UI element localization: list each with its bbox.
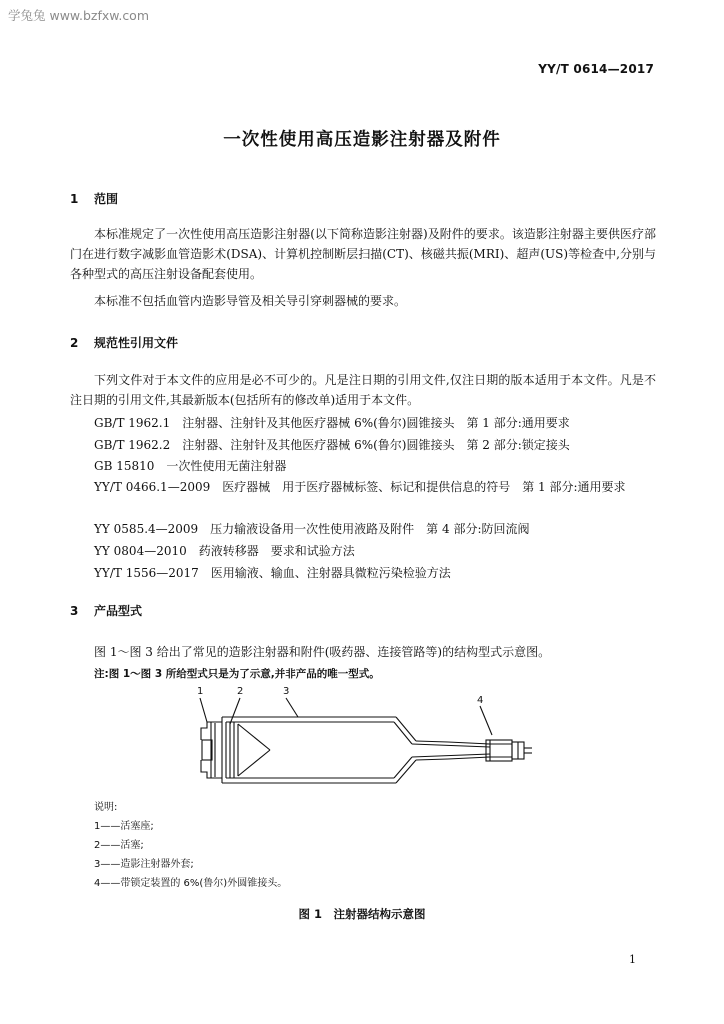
section-3-heading <box>70 602 142 619</box>
section-2-intro: 下列文件对于本文件的应用是必不可少的。凡是注日期的引用文件,仅注日期的版本适用于本文件。凡是不注日期的引用文件,其最新版本(包括所有的修改单)适用于本文件。 <box>70 373 656 407</box>
syringe-figure <box>190 686 540 786</box>
legend-item: 3——造影注射器外套; <box>94 859 194 870</box>
section-number: 3 <box>70 604 79 618</box>
legend-item: 1——活塞座; <box>94 821 154 832</box>
figure-label: 1 <box>197 686 204 697</box>
section-2-heading <box>70 334 178 351</box>
section-3-intro: 图 1～图 3 给出了常见的造影注射器和附件(吸药器、连接管路等)的结构型式示意图。 <box>94 645 551 659</box>
legend-title: 说明: <box>94 802 118 813</box>
section-number: 2 <box>70 336 79 350</box>
section-title: 规范性引用文件 <box>94 336 179 350</box>
section-title: 范围 <box>94 192 119 206</box>
document-title: 一次性使用高压造影注射器及附件 <box>223 130 501 150</box>
reference-item: YY 0804—2010 药液转移器 要求和试验方法 <box>94 544 355 558</box>
section-1-paragraph-2: 本标准不包括血管内造影导管及相关导引穿刺器械的要求。 <box>94 294 407 308</box>
reference-item: GB 15810 一次性使用无菌注射器 <box>94 459 287 473</box>
section-3-note: 注:图 1～图 3 所给型式只是为了示意,并非产品的唯一型式。 <box>94 668 380 680</box>
reference-item: YY/T 1556—2017 医用输液、输血、注射器具微粒污染检验方法 <box>94 566 451 580</box>
reference-item: GB/T 1962.1 注射器、注射针及其他医疗器械 6%(鲁尔)圆锥接头 第 1 部分:通用要求 <box>94 416 570 430</box>
figure-caption: 图 1 注射器结构示意图 <box>298 907 426 921</box>
figure-label: 3 <box>283 686 290 697</box>
section-1-paragraph-1: 本标准规定了一次性使用高压造影注射器(以下简称造影注射器)及附件的要求。该造影注射器主要供医疗部门在进行数字减影血管造影术(DSA)、计算机控制断层扫描(CT)、核磁共振(MRI)、超声(US)等检查中,分别与各种型式的高压注射设备配套使用。 <box>70 227 656 281</box>
section-title: 产品型式 <box>94 604 143 618</box>
section-1-heading <box>70 190 118 207</box>
reference-item: YY 0585.4—2009 压力输液设备用一次性使用液路及附件 第 4 部分:防回流阀 <box>94 522 530 536</box>
syringe-drawing <box>190 686 540 786</box>
figure-label: 4 <box>477 695 484 706</box>
figure-label: 2 <box>237 686 244 697</box>
legend-item: 4——带锁定装置的 6%(鲁尔)外圆锥接头。 <box>94 878 288 889</box>
standard-number: YY/T 0614—2017 <box>538 62 654 76</box>
reference-item: YY/T 0466.1—2009 医疗器械 用于医疗器械标签、标记和提供信息的符号 第 1 部分:通用要求 <box>94 480 626 494</box>
reference-item: GB/T 1962.2 注射器、注射针及其他医疗器械 6%(鲁尔)圆锥接头 第 2 部分:锁定接头 <box>94 438 570 452</box>
watermark: 学兔兔 www.bzfxw.com <box>8 8 150 23</box>
page-number: 1 <box>629 953 636 966</box>
section-number: 1 <box>70 192 79 206</box>
legend-item: 2——活塞; <box>94 840 144 851</box>
